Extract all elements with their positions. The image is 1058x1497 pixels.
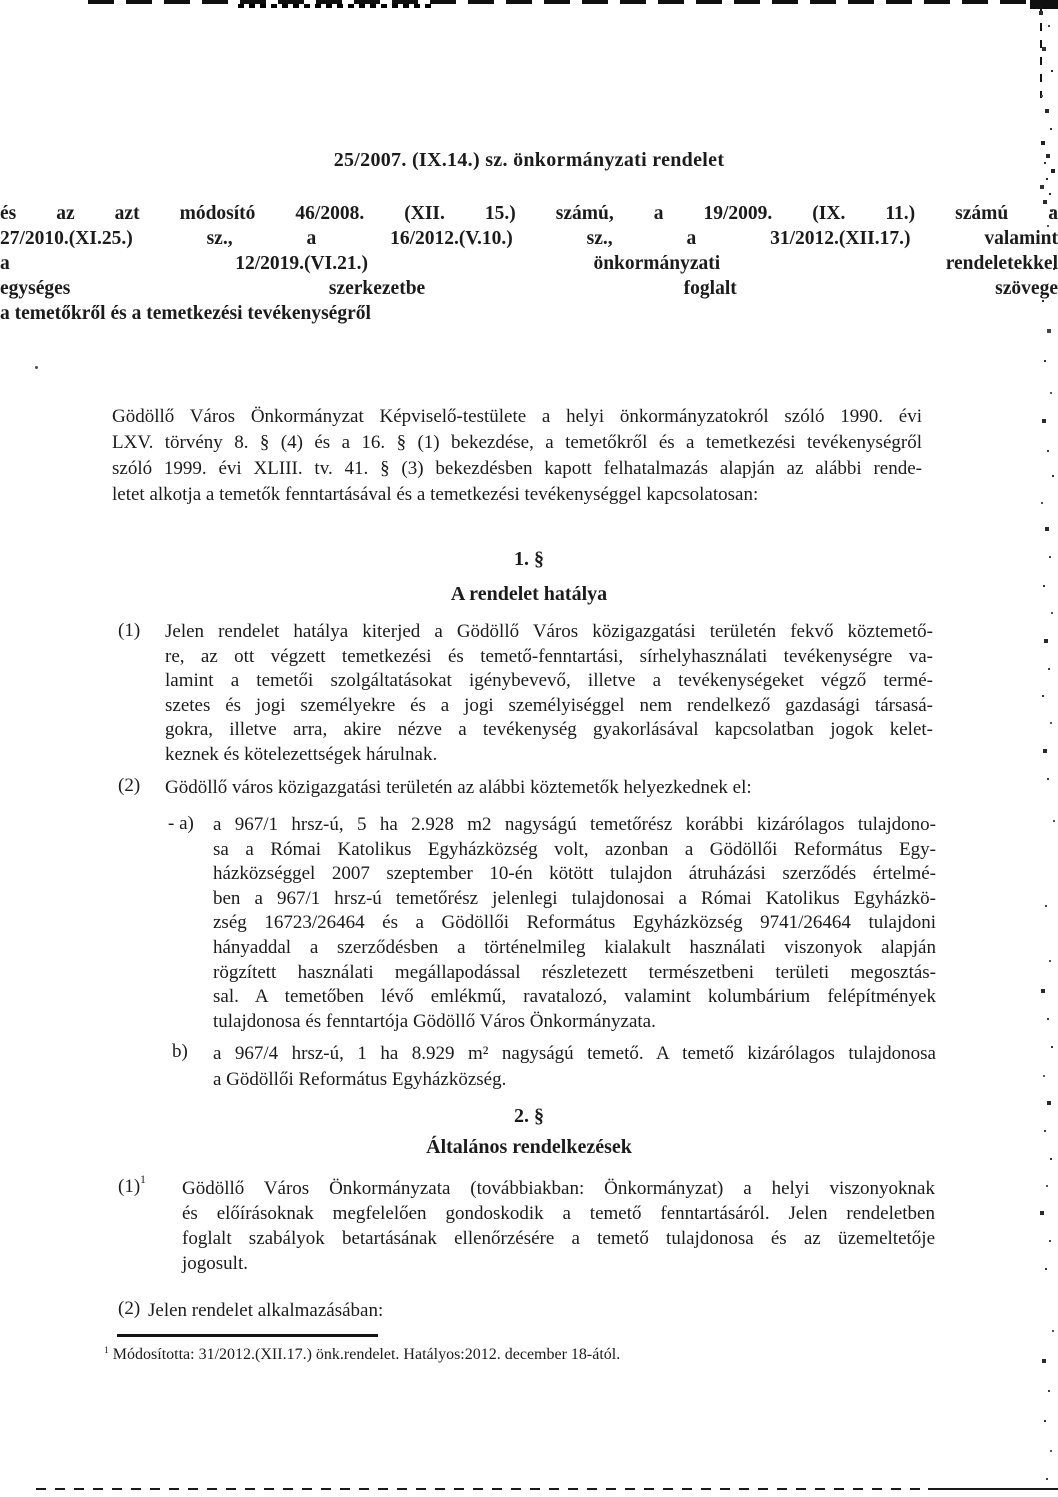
scan-artifact-speckles bbox=[0, 0, 2, 2]
paragraph-marker: (1) bbox=[118, 1176, 141, 1197]
text-line: gokra, illetve arra, akire nézve a tevékenység gyakorlásával kapcsolatban jogok kelet- bbox=[165, 719, 933, 740]
text-line: Jelen rendelet alkalmazásában: bbox=[148, 1300, 384, 1321]
text-line: és az azt módosító 46/2008. (XII. 15.) számú, a 19/2009. (IX. 11.) számú a bbox=[0, 203, 1058, 224]
scan-artifact-top-edge-dense bbox=[238, 4, 433, 8]
footnote-divider bbox=[117, 1334, 378, 1337]
text-line: LXV. törvény 8. § (4) és a 16. § (1) bekezdése, a temetőkről és a temetkezési tevékenységről bbox=[112, 432, 922, 453]
text-line: a temetőkről és a temetkezési tevékenységről bbox=[0, 303, 371, 324]
text-line: 27/2010.(XI.25.) sz., a 16/2012.(V.10.) sz., a 31/2012.(XII.17.) valamint bbox=[0, 228, 1058, 249]
footnote-text: Módosította: 31/2012.(XII.17.) önk.rendelet. Hatályos:2012. december 18-ától. bbox=[112, 1346, 621, 1363]
text-line: Jelen rendelet hatálya kiterjed a Gödöllő Város közigazgatási területén fekvő köztemető- bbox=[165, 621, 933, 642]
document-subtitle bbox=[0, 201, 1058, 326]
text-line: hányaddal a szerződésben a történelmileg kialakult használati viszonyok alapján bbox=[213, 936, 936, 958]
list-item-text bbox=[213, 1041, 936, 1093]
text-line: jogosult. bbox=[182, 1253, 248, 1274]
text-line: zség 16723/26464 és a Gödöllői Református Egyházközség 9741/26464 tulajdoni bbox=[213, 912, 936, 934]
text-line: lamint a temetői szolgáltatásokat igénybevevő, illetve a tevékenységeket végző termé- bbox=[165, 670, 933, 691]
paragraph-marker: (2) bbox=[118, 775, 141, 796]
document-title: 25/2007. (IX.14.) sz. önkormányzati rendelet bbox=[333, 149, 725, 171]
footnote-number: 1 bbox=[104, 1344, 109, 1356]
preamble-text bbox=[112, 404, 922, 508]
scan-artifact-top-edge bbox=[88, 0, 1058, 4]
text-line: tulajdonosa és fenntartója Gödöllő Város Önkormányzata. bbox=[213, 1010, 656, 1032]
text-line: sa a Római Katolikus Egyházközség volt, azonban a Gödöllői Református Egy- bbox=[213, 838, 936, 860]
text-line: ben a 967/1 hrsz-ú temetőrész jelenlegi tulajdonosai a Római Katolikus Egyházkö- bbox=[213, 887, 936, 909]
text-line: Gödöllő város közigazgatási területén az alábbi köztemetők helyezkednek el: bbox=[165, 777, 752, 798]
section-2-number: 2. § bbox=[514, 1105, 544, 1127]
footnote-reference: 1 bbox=[140, 1173, 146, 1186]
text-line: sal. A temetőben lévő emlékmű, ravatalozó, valamint kolumbárium felépítmények bbox=[213, 986, 936, 1008]
scan-artifact-speck bbox=[35, 366, 38, 369]
text-line: Gödöllő Város Önkormányzata (továbbiakban: Önkormányzat) a helyi viszonyoknak bbox=[182, 1178, 935, 1199]
paragraph-text bbox=[165, 775, 933, 800]
scan-artifact-bottom-edge bbox=[36, 1488, 1058, 1490]
scan-artifact-right-dash bbox=[1040, 6, 1042, 98]
text-line: keznek és kötelezettségek hárulnak. bbox=[165, 743, 438, 765]
text-line: rögzített használati megállapodással részletezett természetbeni területi megosztás- bbox=[213, 961, 936, 983]
text-line: letet alkotja a temetők fenntartásával és a temetkezési tevékenységgel kapcsolatosan: bbox=[112, 484, 759, 505]
section-2-heading: Általános rendelkezések bbox=[426, 1136, 632, 1158]
text-line: a Gödöllői Református Egyházközség. bbox=[213, 1069, 507, 1090]
text-line: a 967/1 hrsz-ú, 5 ha 2.928 m2 nagyságú temetőrész korábbi kizárólagos tulajdono- bbox=[213, 814, 936, 835]
paragraph-text bbox=[165, 620, 933, 767]
text-line: re, az ott végzett temetkezési és temető-fenntartási, sírhelyhasználati tevékenységre va- bbox=[165, 645, 933, 667]
scan-artifact-corner bbox=[1030, 0, 1058, 9]
paragraph-text bbox=[148, 1298, 933, 1323]
paragraph-marker-with-footnote bbox=[118, 1173, 146, 1198]
text-line: a 12/2019.(VI.21.) önkormányzati rendeletekkel bbox=[0, 253, 1058, 274]
text-line: a 967/4 hrsz-ú, 1 ha 8.929 m² nagyságú temető. A temető kizárólagos tulajdonosa bbox=[213, 1043, 936, 1064]
text-line: és előírásoknak megfelelően gondoskodik a temető fenntartásáról. Jelen rendeletben bbox=[182, 1203, 935, 1224]
paragraph-text bbox=[182, 1176, 935, 1276]
text-line: Gödöllő Város Önkormányzat Képviselő-testülete a helyi önkormányzatokról szóló 1990. évi bbox=[112, 406, 922, 427]
paragraph-marker: (2) bbox=[118, 1298, 141, 1319]
section-1-number: 1. § bbox=[514, 548, 544, 570]
section-1-heading: A rendelet hatálya bbox=[450, 583, 608, 605]
list-item-marker: b) bbox=[172, 1041, 188, 1062]
text-line: szóló 1999. évi XLIII. tv. 41. § (3) bekezdésben kapott felhatalmazás alapján az alábbi rende- bbox=[112, 458, 922, 479]
footnote bbox=[104, 1346, 924, 1364]
text-line: házközséggel 2007 szeptember 10-én kötött tulajdon átruházási szerződés értelmé- bbox=[213, 863, 936, 885]
text-line: foglalt szabályok betartásának ellenőrzésére a temető tulajdonosa és az üzemeltetője bbox=[182, 1228, 935, 1249]
list-item-marker: - a) bbox=[168, 813, 194, 834]
text-line: szetes és jogi személyekre és a jogi személyiséggel nem rendelkező gazdasági társasá- bbox=[165, 694, 933, 716]
scan-artifact-bottom-edge-solid bbox=[928, 1488, 1058, 1490]
list-item-text bbox=[213, 813, 936, 1034]
text-line: egységes szerkezetbe foglalt szövege bbox=[0, 278, 1058, 299]
paragraph-marker: (1) bbox=[118, 620, 141, 641]
